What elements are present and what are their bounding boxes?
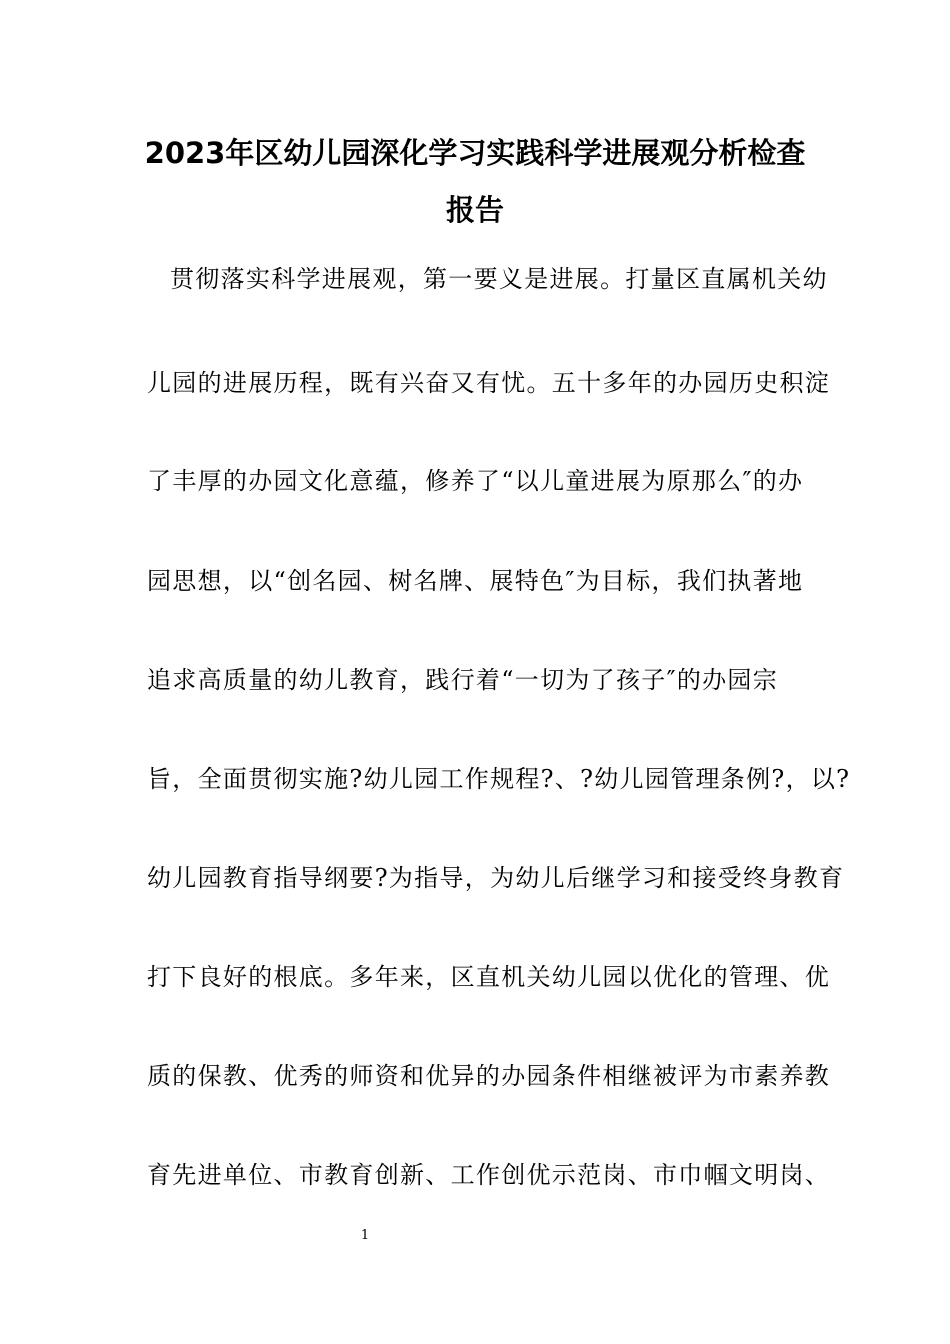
- paragraph-line-6: 旨，全面贯彻实施?幼儿园工作规程?、?幼儿园管理条例?，以?: [147, 765, 851, 793]
- page-number: 1: [360, 1228, 370, 1243]
- paragraph-line-4: 园思想，以“创名园、树名牌、展特色″为目标，我们执著地: [147, 567, 804, 595]
- paragraph-line-10: 育先进单位、市教育创新、工作创优示范岗、市巾帼文明岗、: [147, 1161, 831, 1189]
- paragraph-line-1: 贯彻落实科学进展观，第一要义是进展。打量区直属机关幼: [170, 265, 828, 293]
- paragraph-line-5: 追求高质量的幼儿教育，践行着“一切为了孩子″的办园宗: [147, 666, 779, 694]
- paragraph-line-8: 打下良好的根底。多年来，区直机关幼儿园以优化的管理、优: [147, 963, 831, 991]
- document-title-line-2: 报告: [445, 193, 504, 227]
- document-title-line-1: 2023年区幼儿园深化学习实践科学进展观分析检查: [144, 136, 806, 170]
- paragraph-line-2: 儿园的进展历程，既有兴奋又有忧。五十多年的办园历史积淀: [147, 369, 831, 397]
- paragraph-line-7: 幼儿园教育指导纲要?为指导，为幼儿后继学习和接受终身教育: [147, 864, 845, 892]
- paragraph-line-3: 了丰厚的办园文化意蕴，修养了“以儿童进展为原那么″的办: [147, 467, 804, 495]
- paragraph-line-9: 质的保教、优秀的师资和优异的办园条件相继被评为市素养教: [147, 1062, 831, 1090]
